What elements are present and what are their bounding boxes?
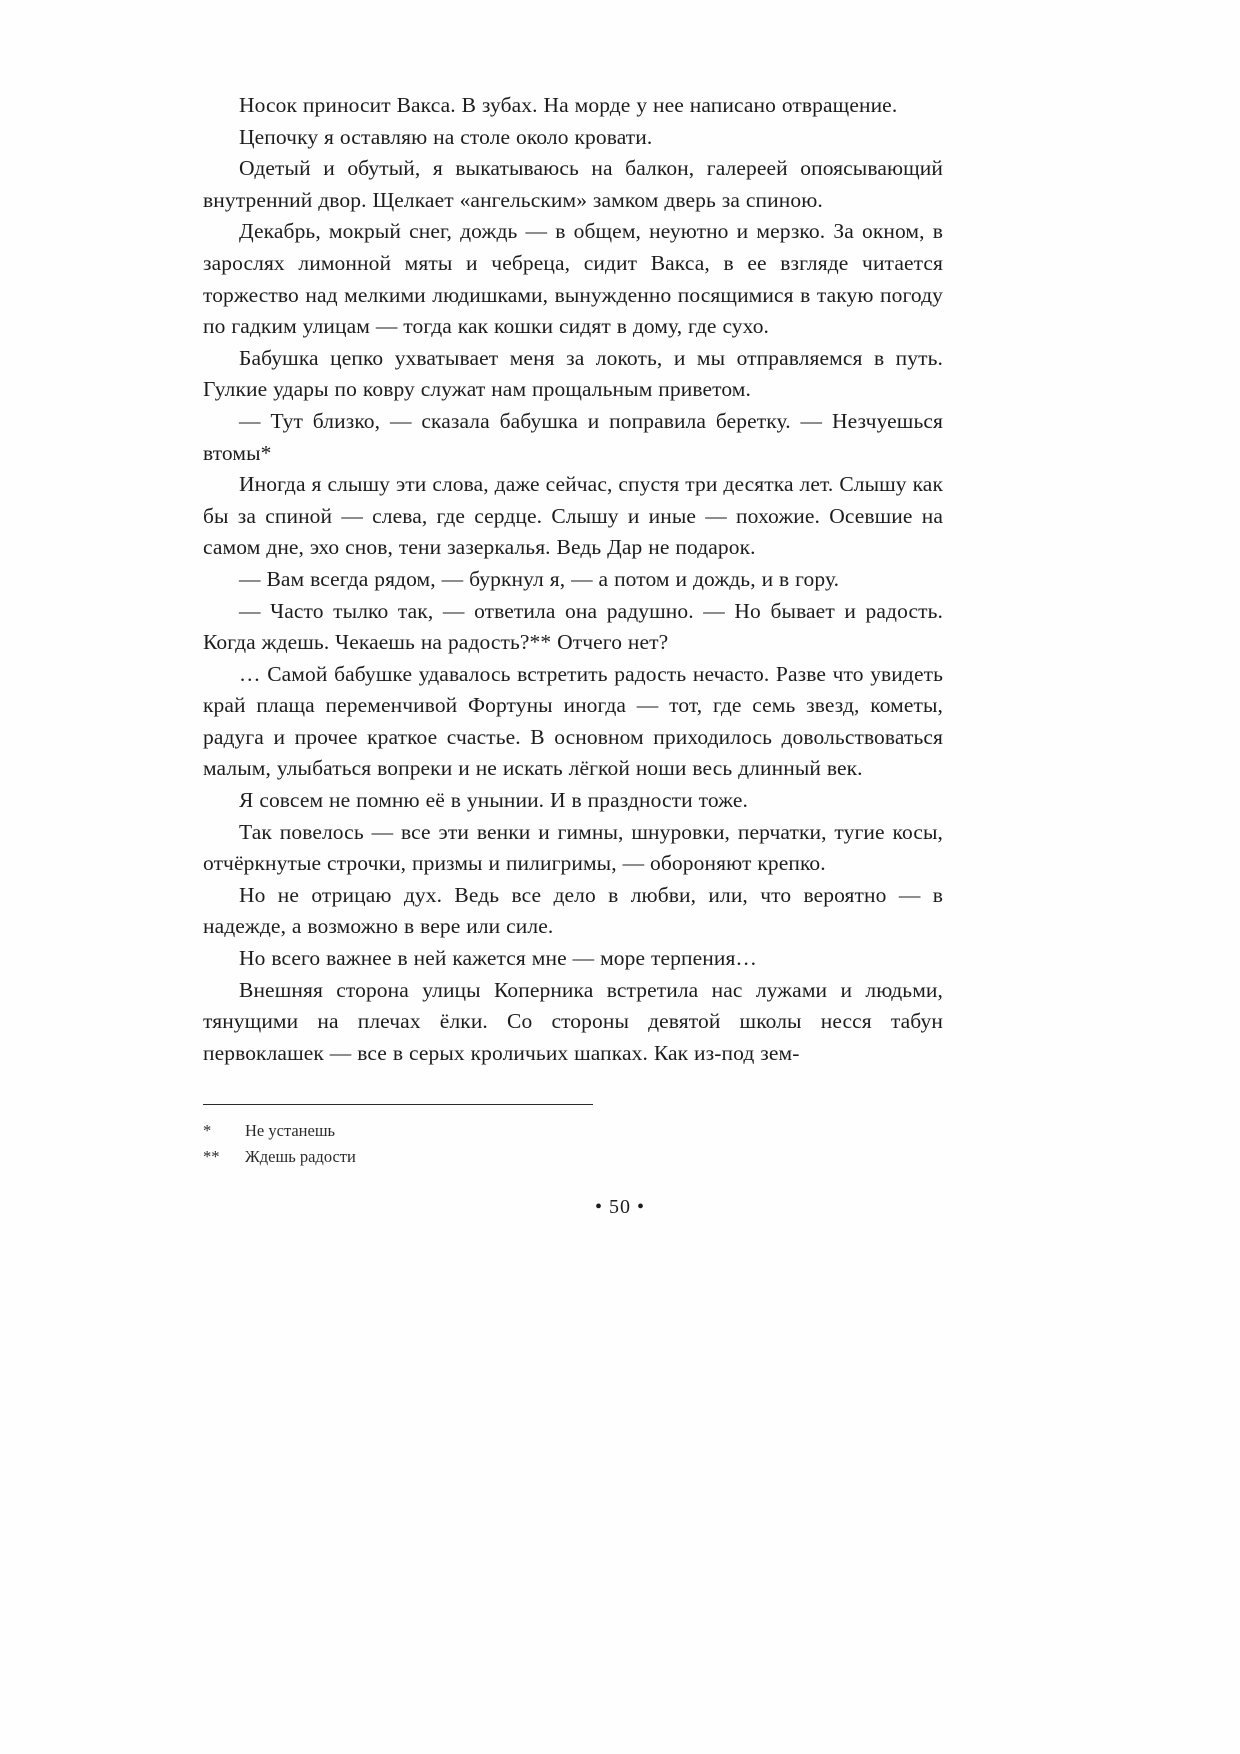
footnote-marker: ** bbox=[203, 1147, 220, 1166]
paragraph: … Самой бабушке удавалось встретить радость нечасто. Разве что увидеть край плаща переменчивой Фортуны иногда — тот, где семь звезд, кометы, радуга и прочее краткое счастье. В основном приходилось довольствоваться малым, улыбаться вопреки и не искать лёгкой ноши весь длинный век. bbox=[203, 661, 943, 781]
footnote-text: Ждешь радости bbox=[245, 1147, 356, 1166]
paragraph: Носок приносит Вакса. В зубах. На морде у нее написано отвращение. bbox=[239, 93, 898, 117]
paragraph: — Часто тылко так, — ответила она радушно. — Но бывает и радость. Когда ждешь. Чекаешь на радость?** Отчего нет? bbox=[203, 598, 943, 655]
paragraph: Цепочку я оставляю на столе около кровати. bbox=[239, 124, 653, 149]
footnote-separator bbox=[203, 1104, 593, 1105]
paragraph: Внешняя сторона улицы Коперника встретила нас лужами и людьми, тянущими на плечах ёлки. Со стороны девятой школы несся табун первоклашек — все в серых кроличьих шапках. Как из-под зем- bbox=[203, 977, 943, 1065]
footnote-text: Не устанешь bbox=[245, 1121, 336, 1140]
paragraph: Я совсем не помню её в унынии. И в праздности тоже. bbox=[239, 788, 748, 813]
paragraph: Но не отрицаю дух. Ведь все дело в любви, или, что вероятно — в надежде, а возможно в вере или силе. bbox=[203, 882, 943, 939]
footnote-item bbox=[203, 1144, 943, 1170]
paragraph: — Тут близко, — сказала бабушка и поправила беретку. — Незчуешься втомы* bbox=[203, 408, 943, 465]
paragraph: Декабрь, мокрый снег, дождь — в общем, неуютно и мерзко. За окном, в зарослях лимонной мяты и чебреца, сидит Вакса, в ее взгляде читается торжество над мелкими людишками, вынужденно посящимися в такую погоду по гадким улицам — тогда как кошки сидят в дому, где сухо. bbox=[203, 219, 943, 339]
footnote-item bbox=[203, 1118, 943, 1144]
paragraph: — Вам всегда рядом, — буркнул я, — а потом и дождь, и в гору. bbox=[239, 566, 840, 591]
paragraph: Иногда я слышу эти слова, даже сейчас, спустя три десятка лет. Слышу как бы за спиной — слева, где сердце. Слышу и иные — похожие. Осевшие на самом дне, эхо снов, тени зазеркалья. Ведь Дар не подарок. bbox=[203, 472, 943, 560]
paragraph: Бабушка цепко ухватывает меня за локоть, и мы отправляемся в путь. Гулкие удары по ковру служат нам прощальным приветом. bbox=[203, 345, 943, 402]
body-text bbox=[203, 90, 943, 1069]
paragraph: Так повелось — все эти венки и гимны, шнуровки, перчатки, тугие косы, отчёркнутые строчки, призмы и пилигримы, — обороняют крепко. bbox=[203, 819, 943, 876]
footnote-marker: * bbox=[203, 1121, 212, 1140]
footnote-block bbox=[203, 1118, 943, 1170]
paragraph: Одетый и обутый, я выкатываюсь на балкон, галереей опоясывающий внутренний двор. Щелкает «ангельским» замком дверь за спиною. bbox=[203, 156, 943, 212]
paragraph: Но всего важнее в ней кажется мне — море терпения… bbox=[239, 946, 758, 971]
page-number: • 50 • bbox=[594, 1196, 645, 1218]
